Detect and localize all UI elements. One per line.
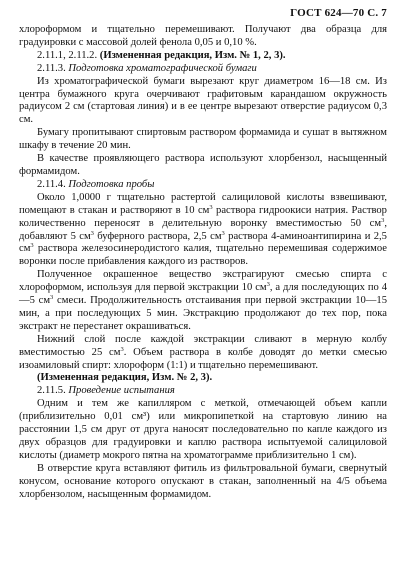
- section-title: Подготовка пробы: [68, 178, 155, 190]
- text-segment: буферного раствора, 2,5 см: [93, 230, 222, 242]
- section-title: Подготовка хроматографической бумаги: [68, 62, 257, 74]
- page-header: ГОСТ 624—70 С. 7: [290, 7, 387, 19]
- document-body: [19, 24, 387, 502]
- paragraph-wick: В отверстие круга вставляют фитиль из фильтровальной бумаги, свернутый конусом, основание которого опускают в стакан, заполненный на 4/5 объема хлорбензолом, насыщенным формамидом.: [19, 462, 387, 500]
- paragraph-sample-prep: [19, 192, 387, 269]
- text-segment: смеси. Продолжительность отстаивания при первой экстракции 10—15 мин, а при последующих 5 мин. Экстракцию продолжают до тех пор, пока экстракт не перестанет окрашиваться.: [19, 295, 387, 332]
- text-segment: , добавляют 5 см: [19, 217, 387, 242]
- text-segment: раствора гидроокиси натрия. Раствор количественно переносят в делительную воронку вместимостью 50 см: [19, 204, 387, 229]
- paragraph-paper-soak: Бумагу пропитывают спиртовым раствором формамида и сушат в вытяжном шкафу в течение 20 мин.: [19, 127, 387, 152]
- text-segment: . Объем раствора в колбе доводят до метки смесью изоамиловый спирт: хлороформ (1:1) и тщательно перемешивают.: [19, 346, 387, 371]
- text-segment: Полученное окрашенное вещество экстрагируют смесью спирта с хлороформом, используя для первой экстракции 10 см: [19, 269, 387, 294]
- text-segment: , а для последующих по 4—5 см: [19, 282, 388, 307]
- section-heading-2-11-4: [19, 179, 387, 192]
- paragraph-paper-cut: Из хроматографической бумаги вырезают круг диаметром 16—18 см. Из центра бумажного круга очерчивают графитовым карандашом окружность радиусом 2 см (стартовая линия) и в ее центре вырезают отверстие радиусом 0,3 см.: [19, 75, 387, 126]
- paragraph-continuation: хлороформом и тщательно перемешивают. Получают два образца для градуировки с массовой долей фенола 0,05 и 0,10 %.: [19, 24, 387, 48]
- section-heading-2-11-3: [19, 63, 387, 76]
- section-title: Проведение испытания: [68, 385, 175, 397]
- superscript: 3: [221, 229, 225, 237]
- section-number: 2.11.4.: [37, 178, 66, 190]
- text-segment: Около 1,0000 г тщательно растертой салициловой кислоты взвешивают, помещают в стакан и растворяют в 10 см: [19, 191, 387, 216]
- superscript: 3: [90, 229, 94, 237]
- paragraph-extraction: [19, 269, 387, 334]
- paragraph-developer: В качестве проявляющего раствора используют хлорбензол, насыщенный формамидом.: [19, 153, 387, 177]
- section-number: 2.11.3.: [37, 62, 66, 74]
- text-segment: раствора 4-аминоантипирина и 2,5 см: [19, 230, 387, 255]
- superscript: 3: [266, 281, 270, 289]
- section-heading-2-11-5: [19, 385, 387, 398]
- amendment-note-2-11-4: (Измененная редакция, Изм. № 2, 3).: [37, 372, 213, 384]
- superscript: 3: [209, 203, 213, 211]
- paragraph-lower-layer: [19, 334, 387, 373]
- text-segment: Нижний слой после каждой экстракции сливают в мерную колбу вместимостью 25 см: [19, 333, 387, 358]
- superscript: 3: [120, 345, 124, 353]
- section-number: 2.11.1, 2.11.2.: [37, 49, 98, 61]
- superscript: 3: [30, 242, 34, 250]
- superscript: 3: [50, 294, 54, 302]
- superscript: 3: [381, 216, 385, 224]
- paragraph-test-procedure: Одним и тем же капилляром с меткой, отмечающей объем капли (приблизительно 0,01 см³) или микропипеткой на стартовую линию на расстоянии 1,5 см друг от друга наносят последовательно по капле каждого из двух образцов для градуировки и каплю раствора испытуемой салициловой кислоты (диаметр мокрого пятна на хроматограмме приблизительно 1 см).: [19, 398, 387, 461]
- text-segment: раствора железосинеродистого калия, тщательно перемешивая содержимое воронки после прибавления каждого из растворов.: [19, 243, 387, 268]
- section-number: 2.11.5.: [37, 385, 66, 397]
- amendment-note-2-11-1: [19, 50, 387, 63]
- amendment-text: (Измененная редакция, Изм. № 1, 2, 3).: [99, 49, 286, 61]
